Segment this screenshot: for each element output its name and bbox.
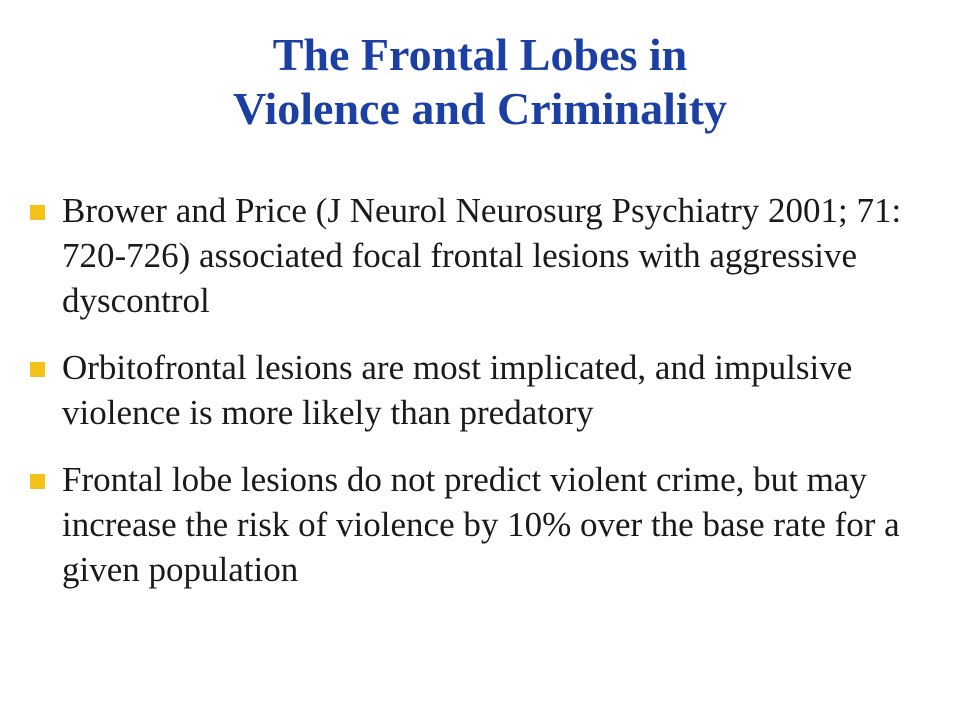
- bullet-text: Frontal lobe lesions do not predict violent crime, but may increase the risk of violence by 10% over the base rate for a given population: [62, 460, 900, 589]
- title-line-2: Violence and Criminality: [232, 83, 728, 134]
- square-bullet-icon: [30, 474, 45, 489]
- bullet-item: [30, 345, 955, 435]
- square-bullet-icon: [30, 205, 45, 220]
- bullet-text: Orbitofrontal lesions are most implicated, and impulsive violence is more likely than predatory: [62, 348, 853, 432]
- bullet-list: [30, 188, 955, 614]
- bullet-item: [30, 457, 955, 592]
- bullet-text: Brower and Price (J Neurol Neurosurg Psychiatry 2001; 71: 720-726) associated focal frontal lesions with aggressive dyscontrol: [62, 191, 902, 320]
- bullet-item: [30, 188, 955, 323]
- title-line-1: The Frontal Lobes in: [272, 29, 688, 80]
- square-bullet-icon: [30, 362, 45, 377]
- slide-title: [0, 28, 960, 136]
